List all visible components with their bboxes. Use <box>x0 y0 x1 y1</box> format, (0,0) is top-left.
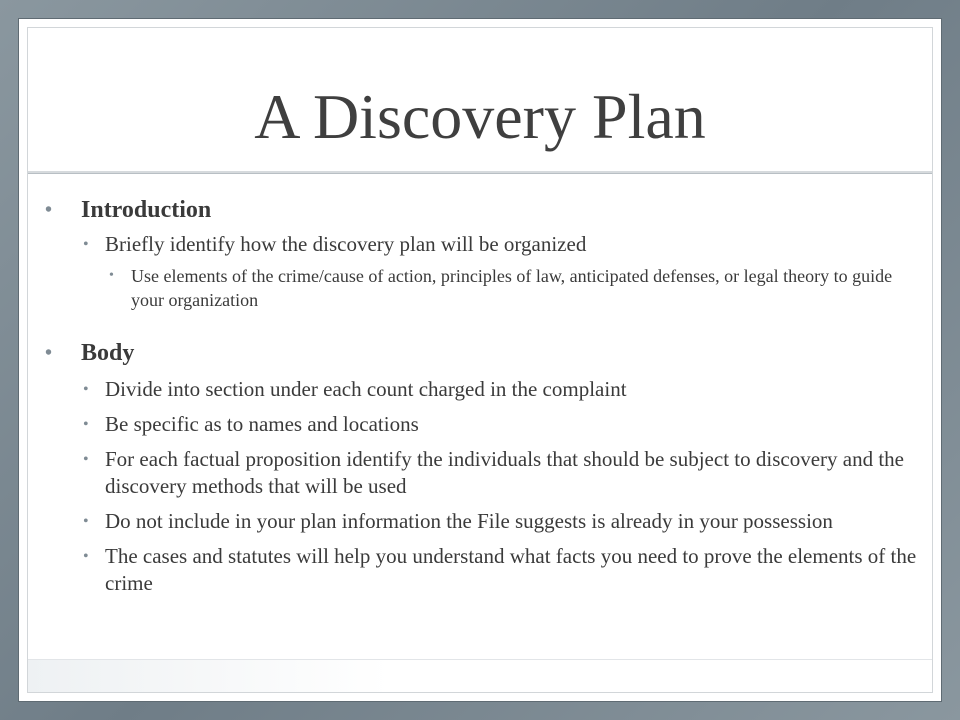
bullet-icon: • <box>83 513 89 530</box>
slide <box>18 18 942 702</box>
sub-bullet-item <box>45 264 925 312</box>
bullet-item <box>45 508 925 535</box>
bullet-icon: • <box>83 381 89 398</box>
bullet-item <box>45 411 925 438</box>
bullet-icon: • <box>83 236 89 253</box>
bullet-icon: • <box>45 199 53 221</box>
bullet-icon: • <box>83 451 89 468</box>
bullet-introduction <box>45 195 925 225</box>
bullet-text: Be specific as to names and locations <box>105 412 419 436</box>
bullet-icon: • <box>83 416 89 433</box>
slide-body <box>45 195 925 597</box>
slide-footer-band <box>28 659 932 692</box>
bullet-icon: • <box>45 342 53 364</box>
bullet-text: The cases and statutes will help you understand what facts you need to prove the elements of the crime <box>105 544 917 595</box>
bullet-text: Briefly identify how the discovery plan will be organized <box>105 232 587 256</box>
bullet-text: For each factual proposition identify the individuals that should be subject to discovery and the discovery methods that will be used <box>105 447 904 498</box>
bullet-text: Divide into section under each count charged in the complaint <box>105 377 627 401</box>
bullet-text: Do not include in your plan information the File suggests is already in your possession <box>105 509 833 533</box>
section-heading: Body <box>81 340 135 366</box>
slide-title: A Discovery Plan <box>254 81 706 152</box>
bullet-body <box>45 338 925 368</box>
bullet-icon: • <box>109 268 114 283</box>
bullet-item <box>45 376 925 403</box>
section-heading: Introduction <box>81 197 212 223</box>
sub-bullet-text: Use elements of the crime/cause of action, principles of law, anticipated defenses, or legal theory to guide your organization <box>131 266 893 310</box>
bullet-icon: • <box>83 548 89 565</box>
bullet-item <box>45 231 925 258</box>
bullet-item <box>45 543 925 597</box>
bullet-item <box>45 446 925 500</box>
title-divider <box>28 171 932 174</box>
